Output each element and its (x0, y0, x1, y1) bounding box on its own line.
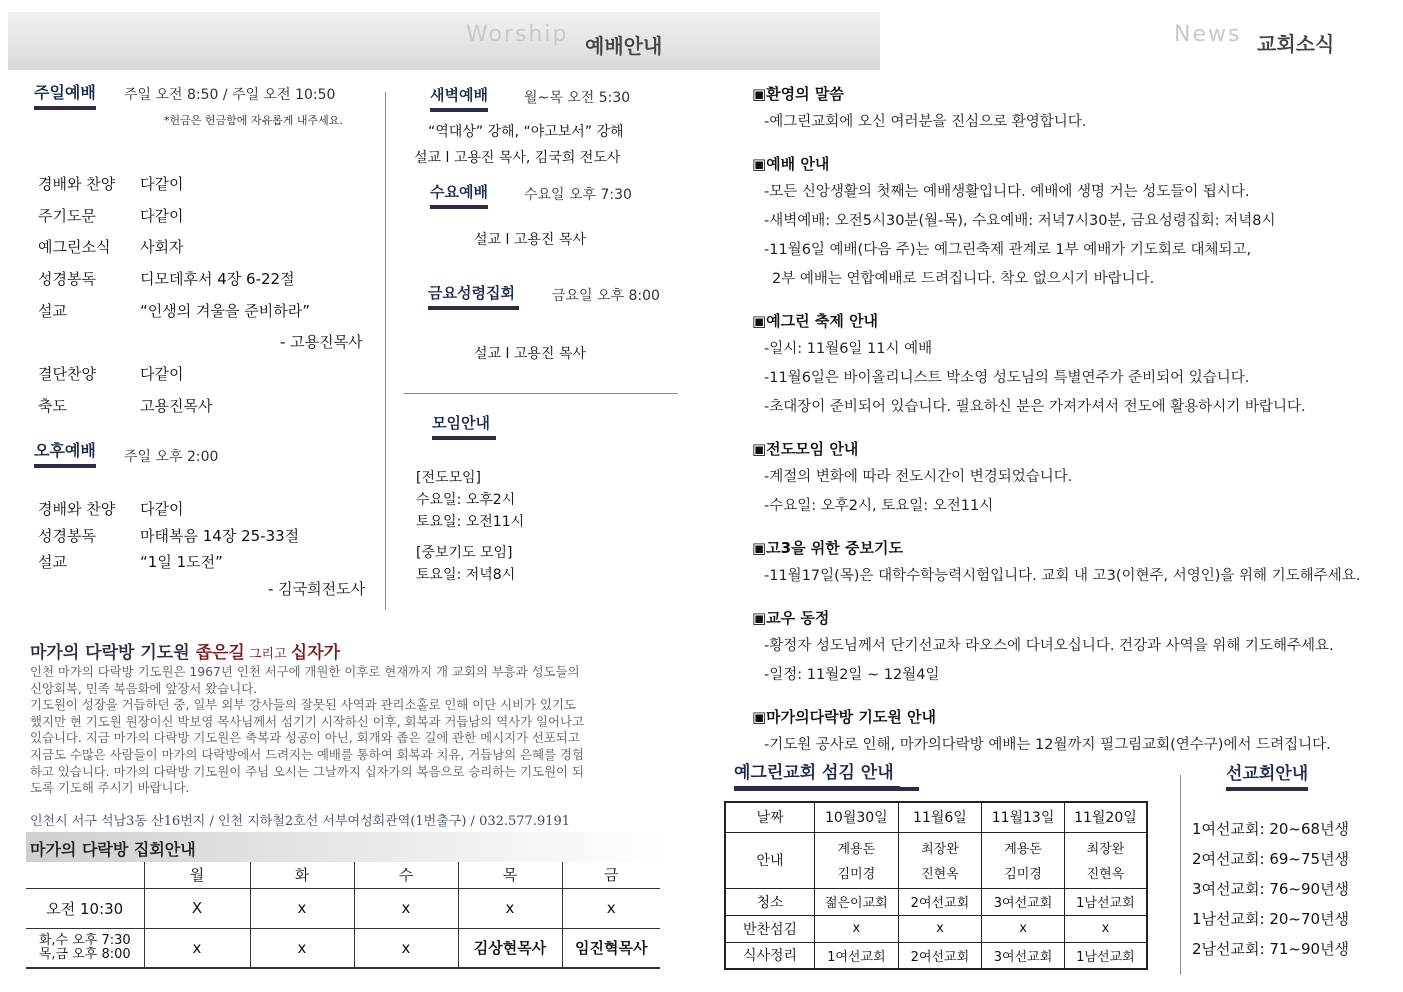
guide-name: 계용돈 (1004, 842, 1042, 857)
meeting-line: 수요일: 오후2시 (416, 492, 516, 508)
order-value: 고용진목사 (140, 397, 213, 415)
friday-preacher: 설교 l 고용진 목사 (474, 346, 586, 362)
table-header: 11월6일 (898, 802, 982, 832)
table-cell: x (982, 915, 1065, 942)
row-label: 식사정리 (725, 942, 815, 969)
guide-name: 진현옥 (1086, 867, 1125, 882)
table-cell (815, 832, 899, 888)
prayer-house-line: 했지만 현 기도원 원장이신 박보영 목사님께서 섬기기 시작하신 이후, 회복과 거듭남의 역사가 일어나고 (30, 713, 584, 729)
mission-item: 3여선교회: 76~90년생 (1192, 880, 1350, 898)
prayer-house-title-d: 십자가 (290, 643, 341, 663)
order-label: 결단찬양 (38, 365, 96, 383)
prayer-house-address: 인천시 서구 석남3동 산16번지 / 인천 지하철2호선 서부여성회관역(1번출구) / 032.577.9191 (30, 814, 571, 829)
sunday-title: 주일예배 (34, 80, 96, 110)
news-item (752, 153, 1360, 288)
news-line: -모든 신앙생활의 첫째는 예배생활입니다. 예배에 생명 거는 성도들이 됩시다. (764, 184, 1250, 200)
row-label: 청소 (725, 888, 815, 915)
news-item (752, 310, 1360, 416)
table-header: 날짜 (725, 802, 815, 832)
table-cell (898, 832, 982, 888)
guide-name: 계용돈 (837, 842, 876, 857)
table-cell: x (250, 888, 354, 928)
news-line: -계절의 변화에 따라 전도시간이 변경되었습니다. (764, 469, 1073, 485)
meeting-table (26, 862, 660, 969)
news-item (752, 706, 1360, 754)
friday-title: 금요성령집회 (428, 282, 519, 310)
mission-item: 1여선교회: 20~68년생 (1192, 820, 1350, 838)
column-divider (385, 92, 386, 610)
table-cell (982, 832, 1065, 888)
news-line: -일시: 11월6일 11시 예배 (764, 341, 933, 357)
order-label: 주기도문 (38, 207, 96, 225)
prayer-house-title-b: 좁은길 (195, 643, 245, 663)
afternoon-time: 주일 오후 2:00 (124, 449, 219, 465)
table-header (26, 862, 144, 888)
news-item (752, 83, 1360, 131)
news-line: -황정자 성도님께서 단기선교차 라오스에 다녀오십니다. 건강과 사역을 위해 기도해주세요. (764, 638, 1334, 654)
prayer-house-title (30, 638, 340, 663)
news-heading: ▣교우 동정 (752, 609, 830, 627)
missions-divider (1180, 775, 1181, 975)
table-cell: 김상현목사 (458, 928, 562, 968)
guide-name: 최장완 (1086, 842, 1125, 857)
news-line: -11월6일은 바이올리니스트 박소영 성도님의 특별연주가 준비되어 있습니다. (764, 370, 1250, 386)
table-cell: x (458, 888, 562, 928)
table-cell: 2여선교회 (898, 942, 982, 969)
order-value: 디모데후서 4장 6-22절 (140, 270, 295, 288)
table-header: 목 (458, 862, 562, 888)
table-header: 11월20일 (1064, 802, 1147, 832)
order-label: 축도 (38, 397, 67, 415)
section-divider (404, 393, 678, 394)
table-cell: x (1064, 915, 1147, 942)
dawn-preacher: 설교 l 고용진 목사, 김국희 전도사 (414, 150, 621, 166)
prayer-house-line: 지금도 수많은 사람들이 마가의 다락방에서 드려지는 예배를 통하여 회복과 치유, 거듭남의 은혜를 경험 (30, 746, 584, 762)
mission-item: 2여선교회: 69~75년생 (1192, 850, 1350, 868)
table-cell: X (144, 888, 250, 928)
table-cell (1064, 832, 1147, 888)
table-cell: 임진혁목사 (575, 939, 648, 958)
order-label: 경배와 찬양 (38, 500, 116, 518)
news-ko-title: 교회소식 (1257, 32, 1335, 56)
meetings-title: 모임안내 (432, 412, 496, 440)
table-cell: x (898, 915, 982, 942)
table-cell: 1남선교회 (1064, 888, 1147, 915)
table-cell: 3여선교회 (982, 942, 1065, 969)
table-header: 월 (144, 862, 250, 888)
news-heading: ▣환영의 말씀 (752, 85, 844, 103)
dawn-title: 새벽예배 (430, 84, 488, 112)
news-heading: ▣예배 안내 (752, 155, 830, 173)
table-cell: x (144, 928, 250, 968)
meeting-table-title: 마가의 다락방 집회안내 (30, 840, 196, 859)
prayer-house-line: 있습니다. 지금 마가의 다락방 기도원은 축복과 성공이 아닌, 회개와 좁은 길에 관한 메시지가 선포되고 (30, 730, 580, 746)
order-value: 다같이 (140, 500, 184, 518)
meeting-line: [전도모임] (416, 470, 482, 486)
table-cell: 오전 10:30 (26, 888, 144, 928)
guide-name: 최장완 (921, 842, 959, 857)
table-cell: 화,수 오후 7:30 목,금 오후 8:00 (26, 928, 144, 968)
sermon-title: “인생의 겨울을 준비하라” (140, 302, 310, 320)
news-line: -예그린교회에 오신 여러분을 진심으로 환영합니다. (764, 114, 1087, 130)
news-heading: ▣고3을 위한 중보기도 (752, 539, 903, 557)
news-line: -기도원 공사로 인해, 마가의다락방 예배는 12월까지 필그림교회(연수구)에서 드려집니다. (764, 737, 1331, 753)
mission-item: 1남선교회: 20~70년생 (1192, 910, 1350, 928)
order-value: 마태복음 14장 25-33절 (140, 527, 300, 545)
guide-name: 진현옥 (921, 867, 959, 882)
news-item (752, 607, 1360, 684)
order-value: 다같이 (140, 207, 184, 225)
service-table (724, 801, 1148, 970)
prayer-house-line: 하고 있습니다. 마가의 다락방 기도원이 주님 오시는 그날까지 십자가의 복음으로 승리하는 기도원이 되 (30, 763, 584, 779)
table-cell: x (250, 928, 354, 968)
meeting-line: 토요일: 저녁8시 (416, 567, 516, 583)
friday-time: 금요일 오후 8:00 (552, 288, 660, 304)
table-header: 11월13일 (982, 802, 1065, 832)
news-line: -새벽예배: 오전5시30분(월-목), 수요예배: 저녁7시30분, 금요성령집회: 저녁8시 (764, 213, 1276, 229)
news-line: -일정: 11월2일 ~ 12월4일 (764, 667, 940, 683)
news-heading: ▣예그린 축제 안내 (752, 312, 879, 330)
order-label: 설교 (38, 553, 67, 571)
order-label: 설교 (38, 302, 67, 320)
guide-name: 김미경 (837, 867, 876, 882)
sermon-preacher: - 고용진목사 (280, 333, 363, 351)
title-underline (734, 787, 919, 791)
prayer-house-body (30, 664, 670, 797)
news-item (752, 438, 1360, 515)
table-cell: x (354, 928, 458, 968)
guide-name: 김미경 (1004, 867, 1042, 882)
prayer-house-line: 신앙회복, 민족 복음화에 앞장서 왔습니다. (30, 680, 258, 696)
table-cell: 젊은이교회 (815, 888, 899, 915)
prayer-house-line: 기도원이 성장을 거듭하던 중, 일부 외부 강사들의 잘못된 사역과 관리소홀로 인해 이단 시비가 있기도 (30, 697, 576, 713)
table-cell: x (815, 915, 899, 942)
order-value: 다같이 (140, 175, 184, 193)
table-cell: 3여선교회 (982, 888, 1065, 915)
mission-item: 2남선교회: 71~90년생 (1192, 940, 1350, 958)
table-cell: 2여선교회 (898, 888, 982, 915)
table-cell: 1여선교회 (815, 942, 899, 969)
row-label: 안내 (725, 832, 815, 888)
order-value: 다같이 (140, 365, 184, 383)
table-cell: x (606, 899, 616, 917)
header-band (8, 12, 880, 70)
news-line: -초대장이 준비되어 있습니다. 필요하신 분은 가져가셔서 전도에 활용하시기 바랍니다. (764, 399, 1306, 415)
news-list (752, 83, 1360, 754)
news-heading: ▣마가의다락방 기도원 안내 (752, 708, 937, 726)
order-value: 사회자 (140, 238, 184, 256)
news-line: -수요일: 오후2시, 토요일: 오전11시 (764, 498, 994, 514)
table-cell: 1남선교회 (1064, 942, 1147, 969)
table-cell: x (354, 888, 458, 928)
prayer-house-line: 도록 기도해 주시기 바랍니다. (30, 780, 190, 796)
table-header: 화 (250, 862, 354, 888)
sermon-preacher: - 김국희전도사 (268, 580, 366, 598)
dawn-time: 월~목 오전 5:30 (524, 90, 631, 106)
wednesday-title: 수요예배 (430, 181, 488, 209)
offering-note: *헌금은 헌금함에 자유롭게 내주세요. (164, 114, 343, 127)
order-label: 경배와 찬양 (38, 175, 116, 193)
news-line: 2부 예배는 연합예배로 드려집니다. 착오 없으시기 바랍니다. (772, 271, 1155, 287)
dawn-bible-study: “역대상” 강해, “야고보서” 강해 (428, 124, 624, 140)
order-label: 성경봉독 (38, 270, 96, 288)
sermon-title: “1일 1도전” (140, 553, 223, 571)
news-en-title: News (1174, 22, 1242, 47)
news-line: -11월6일 예배(다음 주)는 예그린축제 관계로 1부 예배가 기도회로 대체되고, (764, 242, 1252, 258)
news-item (752, 537, 1360, 585)
wednesday-time: 수요일 오후 7:30 (524, 187, 632, 203)
prayer-house-line: 인천 마가의 다락방 기도원은 1967년 인천 서구에 개원한 이후로 현재까지 개 교회의 부흥과 성도들의 (30, 664, 580, 679)
afternoon-title: 오후예배 (34, 438, 96, 468)
sunday-time: 주일 오전 8:50 / 주일 오전 10:50 (124, 87, 336, 103)
row-label: 반찬섬김 (725, 915, 815, 942)
worship-ko-title: 예배안내 (585, 34, 663, 58)
news-heading: ▣전도모임 안내 (752, 440, 859, 458)
order-label: 성경봉독 (38, 527, 96, 545)
news-line: -11월17일(목)은 대학수학능력시험입니다. 교회 내 고3(이현주, 서영인)을 위해 기도해주세요. (764, 568, 1361, 584)
meeting-line: 토요일: 오전11시 (416, 514, 525, 530)
service-table-title: 예그린교회 섬김 안내 (734, 758, 900, 790)
wednesday-preacher: 설교 l 고용진 목사 (474, 232, 586, 248)
prayer-house-title-a: 마가의 다락방 기도원 (30, 643, 196, 663)
table-header: 수 (354, 862, 458, 888)
table-header: 10월30일 (815, 802, 899, 832)
order-label: 예그린소식 (38, 238, 111, 256)
missions-title: 선교회안내 (1226, 759, 1308, 791)
worship-en-title: Worship (466, 22, 569, 47)
table-header: 금 (604, 866, 619, 885)
prayer-house-title-c: 그리고 (244, 647, 291, 662)
meeting-line: [중보기도 모임] (416, 545, 513, 561)
